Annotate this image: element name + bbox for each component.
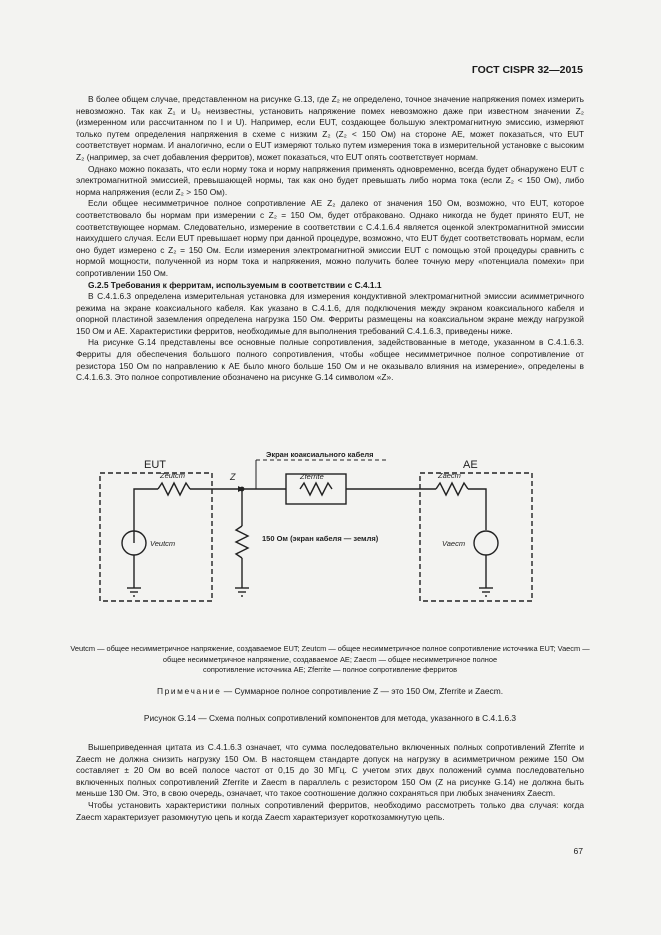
text-body <box>76 94 584 384</box>
z-aecm-label: Zaecm <box>438 471 461 480</box>
node-dot <box>240 487 245 492</box>
section-heading: G.2.5 Требования к ферритам, используемым в соответствии с С.4.1.1 <box>88 279 382 290</box>
ground-symbol <box>479 588 493 596</box>
z-ferrite-resistor <box>300 483 332 495</box>
figure-legend <box>60 644 600 676</box>
ground-symbol <box>235 588 249 596</box>
eut-box <box>100 473 212 601</box>
paragraph: Однако можно показать, что если норму тока и норму напряжения применять одновременно, всегда будет обнаружено EUT с электромагнитной эмиссией, превышающей нормы, так как оно будет превышать либо норма тока (если Z₂ < 150 Ом), либо норма напряжения (если Z₂ > 150 Ом). <box>76 163 584 197</box>
standard-header: ГОСТ CISPR 32—2015 <box>471 64 583 76</box>
note-label: Примечание <box>156 686 222 696</box>
paragraph: Вышеприведенная цитата из С.4.1.6.3 означает, что сумма последовательно включенных полных сопротивлений Zferrite и Zaecm не должна снизить нагрузку 150 Ом. В настоящем стандарте допуск на нагрузку в асимметричном режиме 150 Ом составляет ± 20 Ом во всей полосе частот от 0,15 до 30 МГц. С учетом этих двух положений сумма последовательно включенных полных сопротивлений Zferrite и Zaecm в параллель с резистором 150 Ом (Z на рисунке G.14) не должна быть меньше 130 Ом. Это, в свою очередь, означает, что такое соотношение должно сохраняться при любых значениях Zaecm. <box>76 742 584 799</box>
legend-line: сопротивление источника АЕ; Zferrite — полное сопротивление ферритов <box>202 665 458 675</box>
z-aecm-resistor <box>436 483 468 495</box>
impedance-diagram <box>90 446 545 631</box>
text-body-continued <box>76 742 584 823</box>
v-aecm-label: Vaecm <box>442 539 466 548</box>
note-text: — Суммарное полное сопротивление Z — это 150 Ом, Zferrite и Zaecm. <box>223 686 504 696</box>
coax-label: Экран коаксиального кабеля <box>266 450 374 459</box>
figure-caption: Рисунок G.14 — Схема полных сопротивлений компонентов для метода, указанного в С.4.1.6.3 <box>143 713 517 723</box>
z-label: Z <box>230 472 236 482</box>
ae-label: AE <box>463 459 478 471</box>
r150-label: 150 Ом (экран кабеля — земля) <box>262 534 379 543</box>
r150-resistor <box>236 526 248 558</box>
page-number: 67 <box>573 846 583 856</box>
paragraph: В более общем случае, представленном на рисунке G.13, где Z₂ не определено, точное значение напряжения помех измерить невозможно. Так как Z₁ и U₀ неизвестны, установить напряжение помех невозможно даже при известном значении Z₂ (измеренном или рассчитанном по I и U). Например, если EUT, создающее большую электромагнитную эмиссию, измеряют только путем определения напряжения в схеме с низким Z₂ (Z₂ < 150 Ом) на стороне АЕ, может показаться, что EUT соответствует нормам. И аналогично, если о EUT измеряют только путем измерения тока в измерительной установке с высоким Z₂ (например, за счет добавления ферритов), может показаться, что EUT опять соответствует нормам. <box>76 94 584 162</box>
v-eutcm-label: Veutcm <box>150 539 176 548</box>
ground-symbol <box>127 588 141 596</box>
z-eutcm-label: Zeutcm <box>160 471 186 480</box>
v-aecm-source <box>474 531 498 555</box>
z-eutcm-resistor <box>158 483 190 495</box>
z-ferrite-label: Zferrite <box>300 472 324 481</box>
legend-line: Veutcm — общее несимметричное напряжение, создаваемое EUT; Zeutcm — общее несимметричное полное сопротивление источника EUT; Vaecm — общее несимметричное напряжение, создаваемое АЕ; Zaecm — общее несимметричное полное <box>70 644 590 664</box>
paragraph: В С.4.1.6.3 определена измерительная установка для измерения кондуктивной электромагнитной эмиссии асимметричного режима на экране коаксиального кабеля. Как указано в С.4.1.6, для подключения между экраном коаксиального кабеля и опорной пластиной заземления определена нагрузка 150 Ом. Ферриты размещены на коаксиальном экране между нагрузкой 150 Ом и АЕ. Характеристики ферритов, необходимые для выполнения требований С.4.1.6.3, приведены ниже. <box>76 291 584 336</box>
paragraph: Если общее несимметричное полное сопротивление АЕ Z₂ далеко от значения 150 Ом, возможно, что EUT, которое соответствовало бы нормам при измерении с Z₂ = 150 Ом, будет отбраковано. Однако никогда не будет принято EUT, не соответствующее нормам. Следовательно, измерение в соответствии с С.4.1.6.4 является оценкой электромагнитной эмиссии наихудшего случая. Если EUT превышает норму при данной процедуре, возможно, что EUT будет соответствовать нормам, если оно будет измерено с Z₂ = 150 Ом. Если измерения электромагнитной эмиссии EUT с помощью этой процедуры сравнить с нормой мощности, полученной из норм тока и напряжения, можно получить более точную меру «потенциала помехи» при сопротивлении 150 Ом. <box>76 198 584 278</box>
paragraph: Чтобы установить характеристики полных сопротивлений ферритов, необходимо рассмотреть только два случая: когда Zaecm характеризует разомкнутую цепь и когда Zaecm характеризует короткозамкнутую цепь. <box>76 799 584 822</box>
figure-note <box>76 686 584 696</box>
paragraph: На рисунке G.14 представлены все основные полные сопротивления, задействованные в методе, указанном в С.4.1.6.3. Ферриты для обеспечения большого полного сопротивления, чтобы «общее несимметричное полное сопротивление от резистора 150 Ом по направлению к АЕ было много больше 150 Ом и не оказывало влияния на измерение», определены в С.4.1.6.3. Это полное сопротивление обозначено на рисунке G.14 символом «Z». <box>76 337 584 383</box>
eut-label: EUT <box>144 459 166 471</box>
